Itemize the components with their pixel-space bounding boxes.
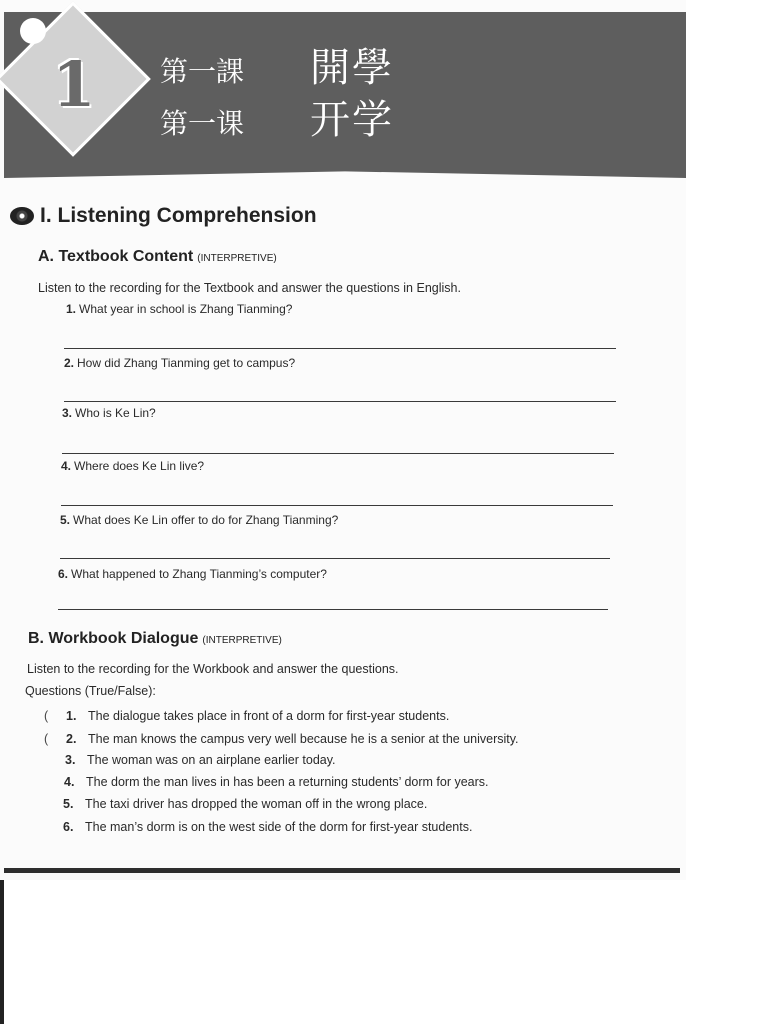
question-6: 6. What happened to Zhang Tianming’s computer? bbox=[58, 567, 327, 581]
tf-item-2: ( 2. The man knows the campus very well because he is a senior at the university. bbox=[44, 732, 519, 746]
punch-hole bbox=[20, 18, 46, 44]
questions-label: Questions (True/False): bbox=[25, 684, 156, 698]
answer-line-4[interactable] bbox=[61, 505, 613, 506]
answer-line-5[interactable] bbox=[60, 558, 610, 559]
lesson-title-simplified: 开学 bbox=[310, 97, 394, 143]
part-b-title: B. Workbook Dialogue bbox=[28, 630, 199, 647]
tf-answer-blank[interactable] bbox=[42, 775, 64, 789]
tf-answer-blank[interactable]: ( bbox=[44, 732, 49, 746]
question-1: 1. What year in school is Zhang Tianming? bbox=[66, 302, 293, 316]
title-row-simplified bbox=[160, 88, 394, 143]
tf-answer-blank[interactable] bbox=[41, 797, 63, 811]
tf-answer-blank[interactable] bbox=[41, 820, 63, 834]
question-5: 5. What does Ke Lin offer to do for Zhang Tianming? bbox=[60, 513, 339, 527]
tf-item-6: 6. The man’s dorm is on the west side of the dorm for first-year students. bbox=[41, 820, 472, 834]
lesson-title-traditional: 開學 bbox=[310, 45, 394, 91]
answer-line-2[interactable] bbox=[64, 401, 616, 402]
tf-answer-blank[interactable]: ( bbox=[44, 709, 49, 723]
part-a-instruction: Listen to the recording for the Textbook and answer the questions in English. bbox=[38, 281, 461, 295]
lesson-label-simplified: 第一课 bbox=[160, 107, 245, 140]
page-bottom-rule bbox=[4, 868, 680, 873]
cd-icon bbox=[10, 207, 34, 225]
tf-item-4: 4. The dorm the man lives in has been a returning students’ dorm for years. bbox=[42, 775, 489, 789]
tf-item-1: ( 1. The dialogue takes place in front of a dorm for first-year students. bbox=[44, 709, 450, 723]
section-heading bbox=[10, 204, 317, 228]
section-title: I. Listening Comprehension bbox=[40, 204, 317, 227]
scan-margin-edge bbox=[0, 880, 4, 1024]
part-a-title: A. Textbook Content bbox=[38, 248, 194, 265]
answer-line-6[interactable] bbox=[58, 609, 608, 610]
tf-answer-blank[interactable] bbox=[43, 753, 65, 767]
part-b-instruction: Listen to the recording for the Workbook and answer the questions. bbox=[27, 662, 399, 676]
part-a-heading bbox=[38, 248, 277, 266]
question-3: 3. Who is Ke Lin? bbox=[62, 406, 156, 420]
lesson-label-traditional: 第一課 bbox=[160, 55, 245, 88]
part-a-tag: (INTERPRETIVE) bbox=[197, 253, 277, 264]
answer-line-1[interactable] bbox=[64, 348, 616, 349]
part-b-tag: (INTERPRETIVE) bbox=[202, 635, 282, 646]
lesson-number: 1 bbox=[52, 48, 96, 121]
tf-item-3: 3. The woman was on an airplane earlier today. bbox=[43, 753, 336, 767]
tf-item-5: 5. The taxi driver has dropped the woman off in the wrong place. bbox=[41, 797, 427, 811]
question-4: 4. Where does Ke Lin live? bbox=[61, 459, 205, 473]
part-b-heading bbox=[28, 630, 282, 648]
question-2: 2. How did Zhang Tianming get to campus? bbox=[64, 356, 296, 370]
lesson-title-block bbox=[160, 36, 394, 143]
title-row-traditional bbox=[160, 36, 394, 91]
answer-line-3[interactable] bbox=[62, 453, 614, 454]
